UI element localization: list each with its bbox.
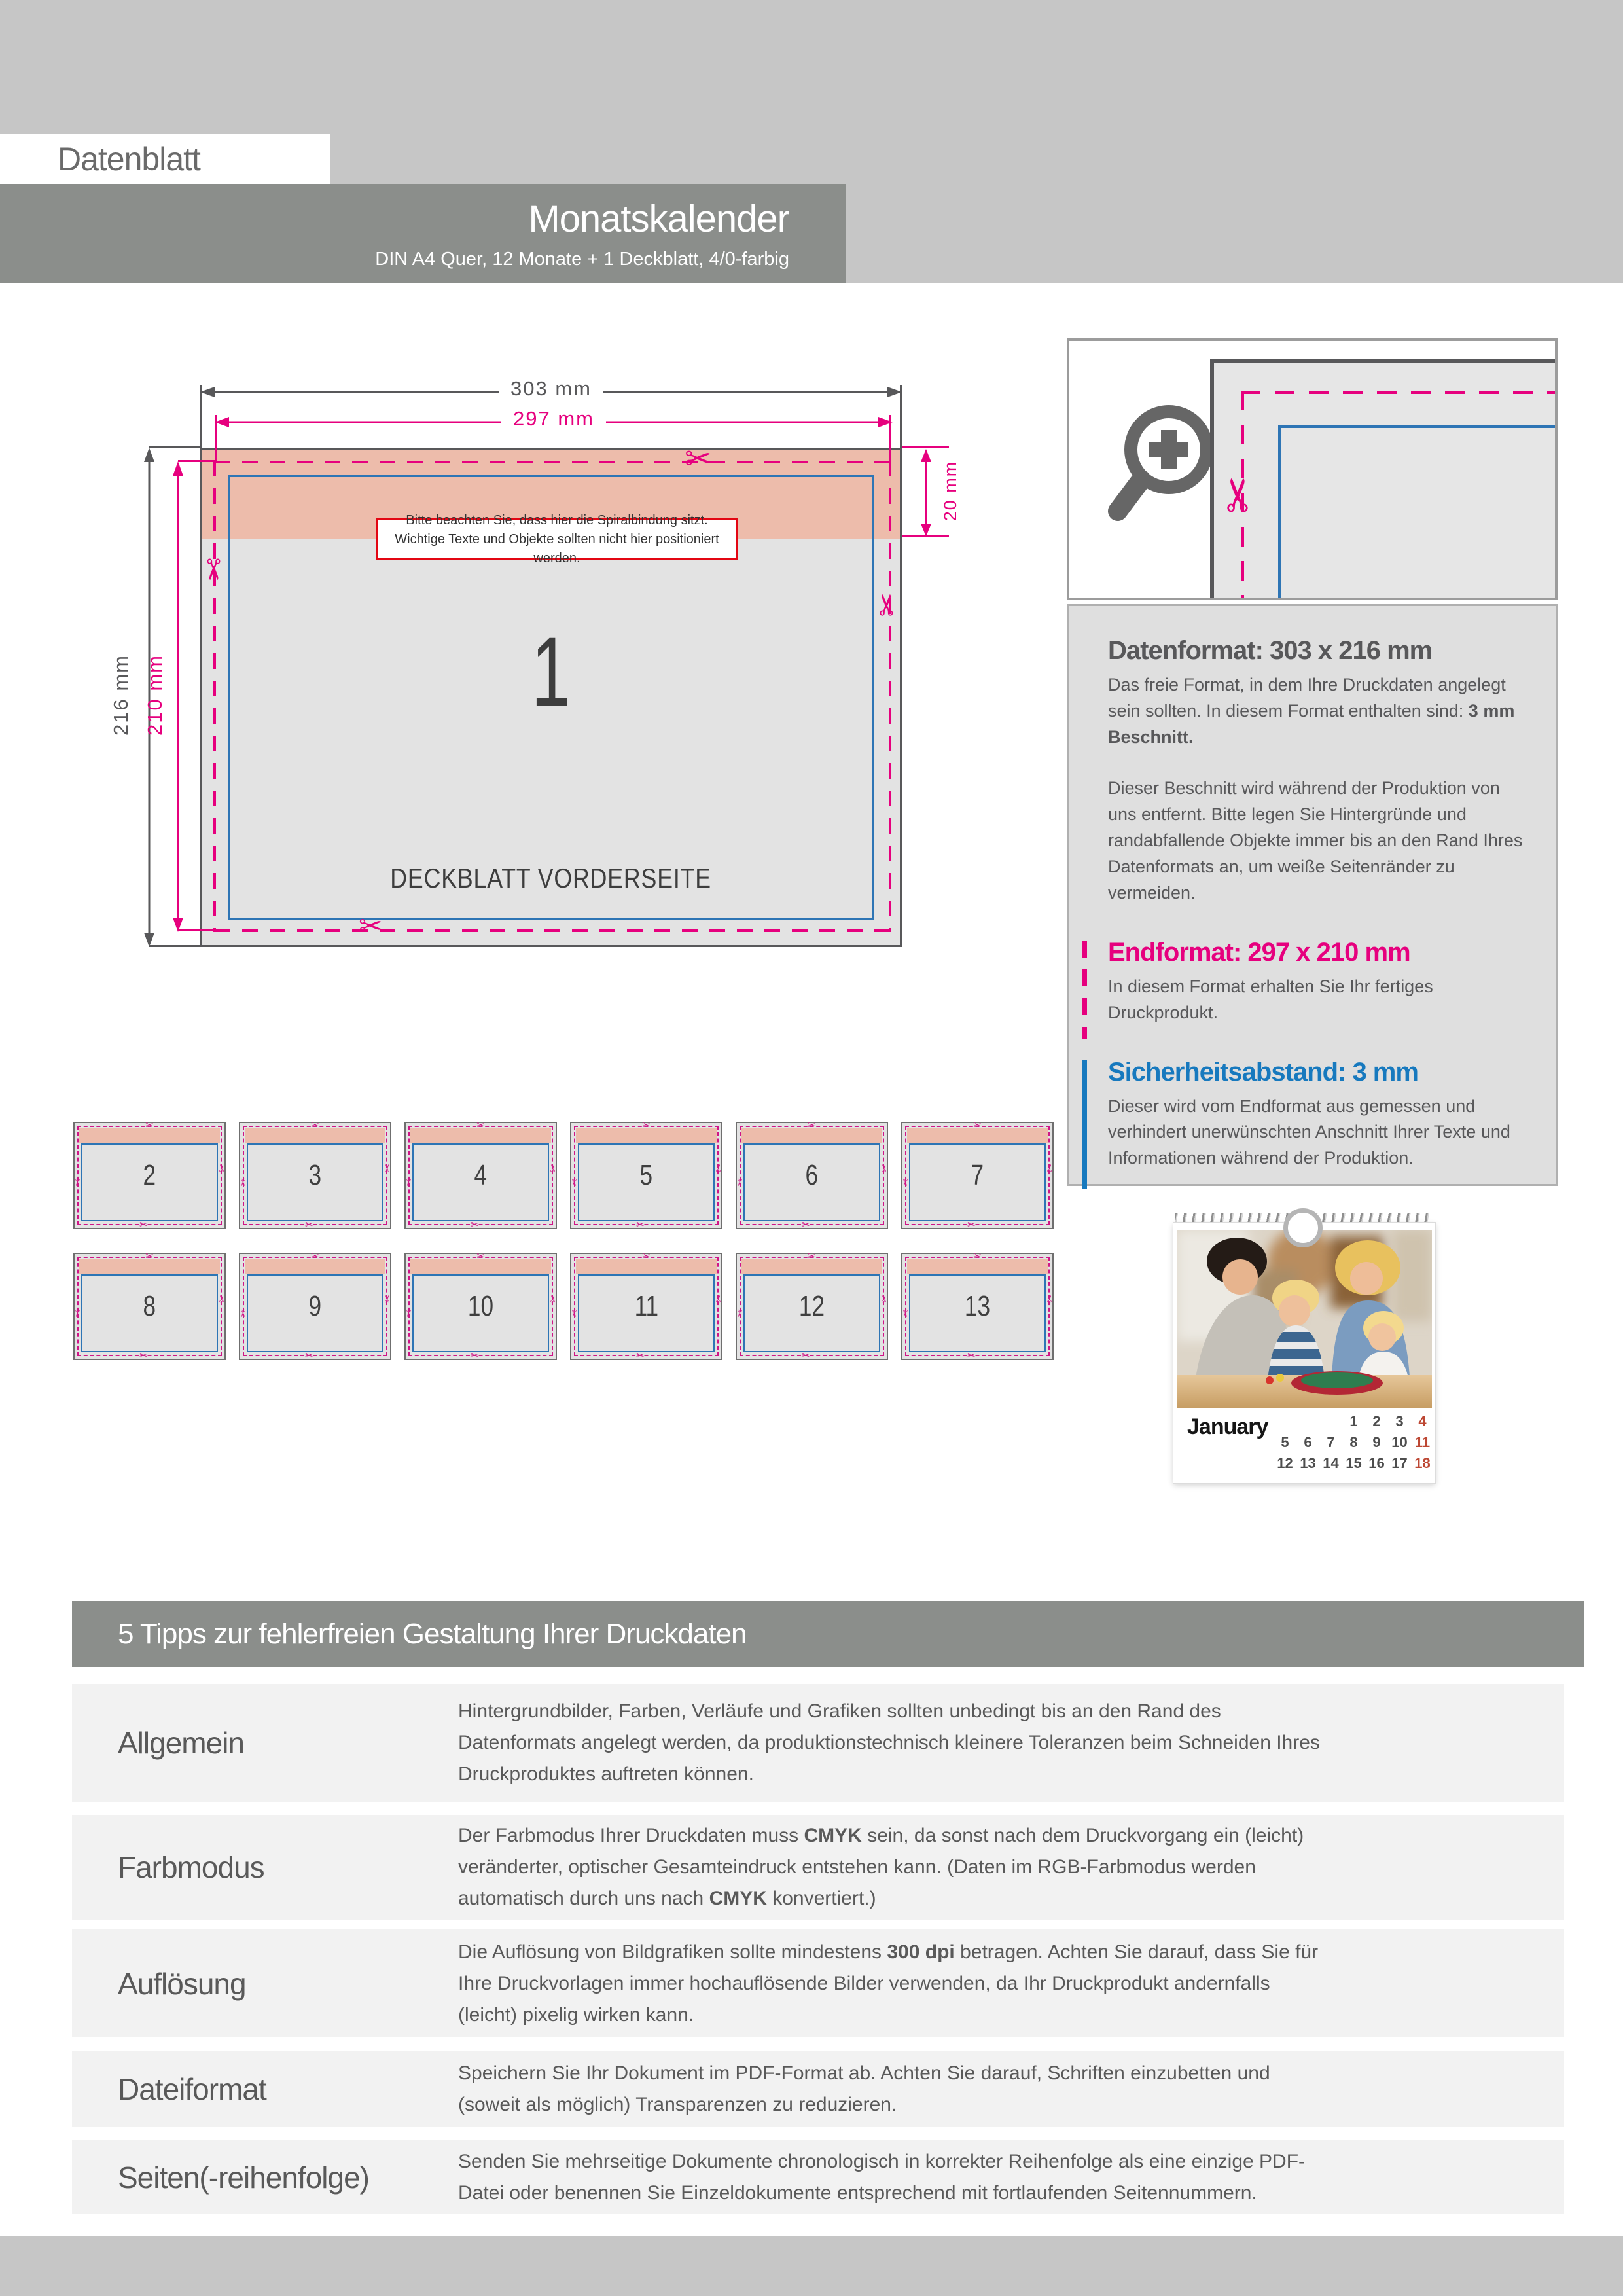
month-page-thumbnail: ✂ ✂ ✂ ✂ 4: [404, 1122, 557, 1229]
footer-band: [0, 2236, 1623, 2296]
calendar-product-preview: [1173, 1208, 1435, 1483]
extension-line: [902, 446, 949, 448]
tips-banner-title: 5 Tipps zur fehlerfreien Gestaltung Ihrer Druckdaten: [118, 1617, 747, 1650]
month-name: January: [1187, 1414, 1268, 1439]
detail-page-fill: [1214, 363, 1558, 600]
binding-zone-arrow: [919, 449, 933, 537]
endformat-block: [1108, 938, 1524, 1026]
family-photo: [1177, 1230, 1432, 1408]
scissors-icon: [198, 558, 226, 582]
endformat-title: Endformat: 297 x 210 mm: [1108, 937, 1410, 967]
tip-label: Allgemein: [118, 1726, 244, 1760]
month-page-thumbnail: ✂ ✂ ✂ ✂ 10: [404, 1253, 557, 1360]
endformat-dashed-bar: [1082, 941, 1087, 1039]
product-banner: [0, 184, 846, 283]
tip-text: Senden Sie mehrseitige Dokumente chronologisch in korrekter Reihenfolge als eine einzige PDF-Datei oder benennen Sie Einzeldokumente entsprechend mit fortlaufenden Seitennummern.: [458, 2150, 1306, 2204]
tip-row-seitenreihenfolge: [72, 2140, 1564, 2214]
month-page-thumbnail: ✂ ✂ ✂ ✂ 2: [73, 1122, 226, 1229]
tip-text: Hintergrundbilder, Farben, Verläufe und Grafiken sollten unbedingt bis an den Rand des Datenformats angelegt werden, da produktionstechnisch kleinere Toleranzen beim Schneiden Ihres Druckproduktes auftreten können.: [458, 1700, 1320, 1785]
height-final-arrow: [171, 461, 185, 932]
safety-solid-bar: [1082, 1060, 1087, 1189]
detail-bleed-line-h: [1241, 391, 1558, 394]
cover-page-number: 1: [531, 617, 571, 726]
binding-zone-label: 20 mm: [940, 460, 960, 522]
tip-text: Speichern Sie Ihr Dokument im PDF-Format ab. Achten Sie darauf, Schriften einzubetten und (soweit als möglich) Transparenzen zu reduzieren.: [458, 2062, 1270, 2115]
month-page-thumbnail: ✂ ✂ ✂ ✂ 5: [570, 1122, 722, 1229]
scissors-icon: [873, 593, 902, 617]
month-page-thumbnail: ✂ ✂ ✂ ✂ 12: [736, 1253, 888, 1360]
width-final-label: 297 mm: [215, 407, 893, 431]
bleed-line-bottom: [215, 929, 893, 932]
cover-page-label: DECKBLATT VORDERSEITE: [390, 863, 712, 893]
month-page-thumbnail: ✂ ✂ ✂ ✂ 11: [570, 1253, 722, 1360]
extension-line: [149, 945, 200, 947]
hanging-hole-icon: [1283, 1208, 1323, 1247]
sicherheitsabstand-block: [1108, 1058, 1524, 1172]
tip-label: Farbmodus: [118, 1850, 264, 1884]
calendar-date-strip: [1177, 1408, 1432, 1476]
tip-row-aufloesung: [72, 1929, 1564, 2037]
detail-safety-line-h: [1278, 425, 1558, 428]
tip-label: Seiten(-reihenfolge): [118, 2160, 370, 2195]
tip-row-allgemein: [72, 1684, 1564, 1802]
month-page-thumbnail: ✂ ✂ ✂ ✂ 7: [901, 1122, 1054, 1229]
calendar-week-row: 5 6 7 8 9 10 11: [1281, 1434, 1431, 1450]
calendar-page: [1173, 1223, 1435, 1483]
tip-text: Die Auflösung von Bildgrafiken sollte mindestens 300 dpi betragen. Achten Sie darauf, dass Sie für Ihre Druckvorlagen immer hochauflösende Bilder verwenden, da Ihr Druckprodukt andernfalls (leicht) pixelig wirken kann.: [458, 1941, 1319, 2026]
datenformat-title: Datenformat: 303 x 216 mm: [1108, 636, 1433, 665]
sicherheitsabstand-title: Sicherheitsabstand: 3 mm: [1108, 1057, 1418, 1086]
extension-line: [149, 446, 200, 448]
sheet-label-box: [0, 134, 330, 184]
month-page-thumbnail: ✂ ✂ ✂ ✂ 3: [239, 1122, 391, 1229]
scissors-icon: [1215, 476, 1261, 514]
warning-line-1: Bitte beachten Sie, dass hier die Spiralbindung sitzt.: [406, 512, 708, 528]
bleed-line-top: [215, 461, 893, 463]
product-title: Monatskalender: [528, 198, 789, 240]
scissors-icon: [685, 442, 712, 475]
sheet-label: Datenblatt: [58, 141, 200, 177]
endformat-text: In diesem Format erhalten Sie Ihr fertiges Druckprodukt.: [1108, 976, 1433, 1022]
month-page-thumbnail: ✂ ✂ ✂ ✂ 9: [239, 1253, 391, 1360]
month-page-thumbnail: ✂ ✂ ✂ ✂ 8: [73, 1253, 226, 1360]
height-final-label: 210 mm: [143, 655, 166, 736]
detail-safety-line-v: [1278, 425, 1281, 600]
product-subtitle: DIN A4 Quer, 12 Monate + 1 Deckblatt, 4/0-farbig: [375, 249, 789, 270]
tip-row-farbmodus: [72, 1815, 1564, 1920]
tip-row-dateiformat: [72, 2051, 1564, 2127]
format-info-panel: [1067, 604, 1558, 1186]
datenformat-text-2: Dieser Beschnitt wird während der Produktion von uns entfernt. Bitte legen Sie Hintergründe und randabfallende Objekte immer bis an den Rand Ihres Datenformats an, um weiße Seitenränder zu vermeiden.: [1108, 778, 1523, 903]
month-page-thumbnail: ✂ ✂ ✂ ✂ 13: [901, 1253, 1054, 1360]
warning-line-2: Wichtige Texte und Objekte sollten nicht hier positioniert werden.: [395, 531, 719, 565]
corner-detail-box: [1067, 338, 1558, 600]
binding-warning-box: [376, 512, 738, 565]
datenformat-text-1: Das freie Format, in dem Ihre Druckdaten angelegt sein sollten. In diesem Format enthalten sind: 3 mm Beschnitt.: [1108, 675, 1515, 747]
calendar-week-row: 12 13 14 15 16 17 18: [1277, 1455, 1431, 1471]
sicherheitsabstand-text: Dieser wird vom Endformat aus gemessen und verhindert unerwünschten Anschnitt Ihrer Texte und Informationen während der Produktion.: [1108, 1096, 1510, 1168]
calendar-week-row: 1 2 3 4: [1349, 1413, 1427, 1429]
scissors-icon: [359, 912, 383, 941]
tips-banner: [72, 1601, 1584, 1667]
tip-label: Auflösung: [118, 1966, 246, 2001]
tip-label: Dateiformat: [118, 2072, 266, 2106]
width-data-label: 303 mm: [200, 377, 902, 401]
tip-text: Der Farbmodus Ihrer Druckdaten muss CMYK sein, da sonst nach dem Druckvorgang ein (leicht) veränderter, optischer Gesamteindruck entstehen kann. (Daten im RGB-Farbmodus werden automatisch durch uns nach CMYK konvertiert.): [458, 1825, 1304, 1909]
month-page-thumbnail: ✂ ✂ ✂ ✂ 6: [736, 1122, 888, 1229]
height-data-label: 216 mm: [109, 655, 132, 736]
